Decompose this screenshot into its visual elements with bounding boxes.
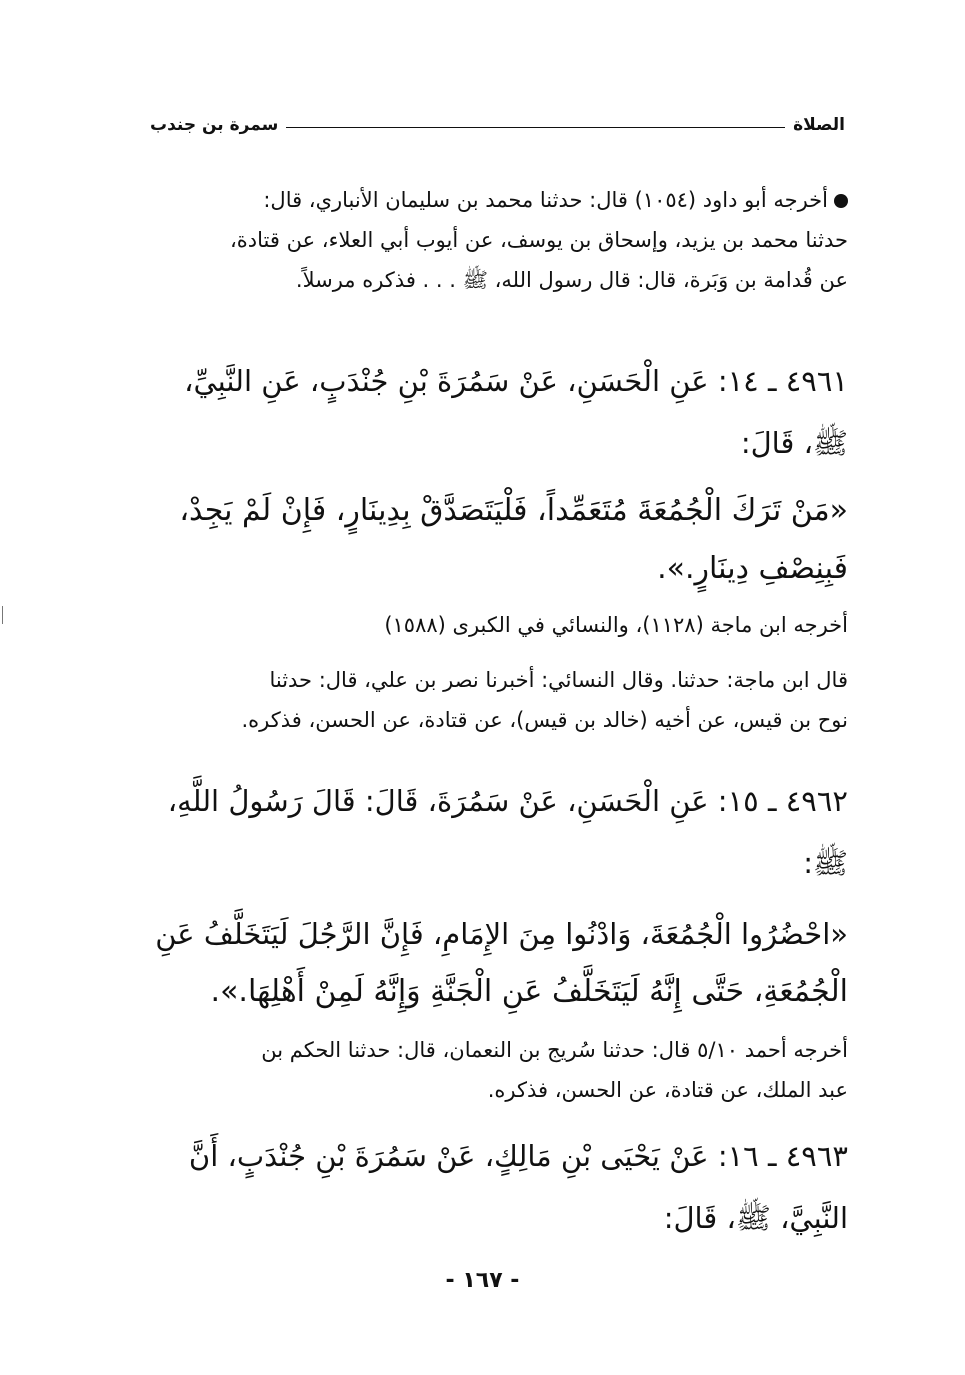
note-line: أخرجه أبو داود (١٠٥٤) قال: حدثنا محمد بن سليمان الأنباري، قال: <box>148 180 848 220</box>
isnad-line: ٤٩٦١ ـ ١٤: عَنِ الْحَسَنِ، عَنْ سَمُرَةَ بْنِ جُنْدَبٍ، عَنِ النَّبِيِّ، <box>184 364 848 398</box>
hadith-4963-isnad <box>148 1125 848 1249</box>
note-line: حدثنا محمد بن يزيد، وإسحاق بن يوسف، عن أيوب أبي العلاء، عن قتادة، <box>230 228 848 252</box>
isnad-line: ٤٩٦٢ ـ ١٥: عَنِ الْحَسَنِ، عَنْ سَمُرَةَ، قَالَ: قَالَ رَسُولُ اللَّهِ، <box>167 784 848 818</box>
matn-line: الْجُمُعَةِ، حَتَّى إِنَّهُ لَيَتَخَلَّفُ عَنِ الْجَنَّةِ وَإِنَّهُ لَمِنْ أَهْلِهَا.». <box>210 974 848 1009</box>
header-subsection-title: سمرة بن جندب <box>150 115 279 135</box>
isnad-line: ٤٩٦٣ ـ ١٦: عَنْ يَحْيَى بْنِ مَالِكٍ، عَنْ سَمُرَةَ بْنِ جُنْدَبٍ، أَنَّ <box>188 1139 848 1173</box>
note-line: نوح بن قيس، عن أخيه (خالد بن قيس)، عن قتادة، عن الحسن، فذكره. <box>241 708 848 732</box>
note-line: أخرجه أحمد ٥/١٠ قال: حدثنا سُريج بن النعمان، قال: حدثنا الحكم بن <box>261 1038 848 1062</box>
source-note-abu-dawud <box>148 180 848 300</box>
note-line: عن قُدامة بن وَبَرة، قال: قال رسول الله، ﷺ . . . فذكره مرسلاً. <box>295 268 848 292</box>
bullet-icon <box>834 194 848 208</box>
hadith-4961-isnad <box>148 350 848 474</box>
hadith-4962-isnad <box>148 770 848 894</box>
source-note-ahmad <box>148 1030 848 1110</box>
header-rule <box>286 127 785 128</box>
matn-line: «احْضُرُوا الْجُمُعَةَ، وَادْنُوا مِنَ الإِمَامِ، فَإِنَّ الرَّجُلَ لَيَتَخَلَّفُ عَنِ <box>155 917 848 951</box>
page-number: - ١٦٧ - <box>445 1268 520 1293</box>
scan-margin-mark <box>2 606 3 624</box>
matn-line: «مَنْ تَرَكَ الْجُمُعَةَ مُتَعَمِّداً، فَلْيَتَصَدَّقْ بِدِينَارٍ، فَإِنْ لَمْ يَجِدْ، <box>179 493 848 528</box>
hadith-4961-matn <box>148 482 848 598</box>
hadith-4962-matn <box>148 905 848 1021</box>
matn-line: فَبِنِصْفِ دِينَارٍ.». <box>657 551 848 586</box>
note-line: أخرجه ابن ماجة (١١٢٨)، والنسائي في الكبرى (١٥٨٨) <box>384 613 848 637</box>
header-section-title: الصلاة <box>793 115 845 135</box>
source-note-ibn-majah <box>148 605 848 645</box>
source-note-isnad-detail <box>148 660 848 740</box>
isnad-line: النَّبِيَّ، ﷺ، قَالَ: <box>663 1201 848 1235</box>
isnad-line: ﷺ، قَالَ: <box>740 426 848 460</box>
note-line: عبد الملك، عن قتادة، عن الحسن، فذكره. <box>487 1078 848 1102</box>
note-line: قال ابن ماجة: حدثنا. وقال النسائي: أخبرنا نصر بن علي، قال: حدثنا <box>269 668 848 692</box>
isnad-line: ﷺ: <box>803 846 848 880</box>
running-header <box>150 112 845 138</box>
